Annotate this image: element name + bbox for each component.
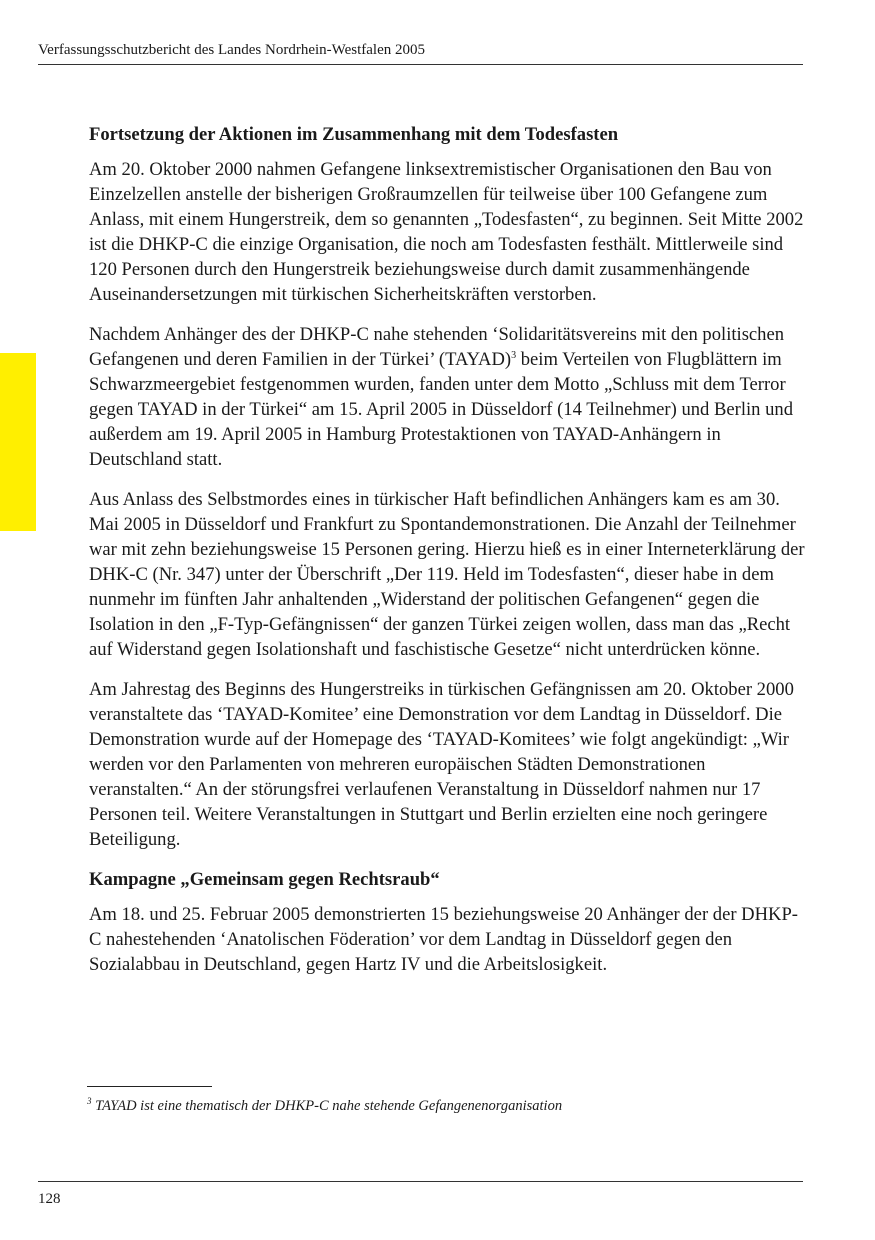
section-heading-kampagne: Kampagne „Gemeinsam gegen Rechtsraub“ <box>89 869 440 890</box>
paragraph-spontandemonstrationen: Aus Anlass des Selbstmordes eines in türkischer Haft befindlichen Anhängers kam es am 30. Mai 2005 in Düsseldorf und Frankfurt zu Spontandemonstrationen. Die Anzahl der Teilnehmer war mit zehn beziehungsweise 15 Personen gering. Hierzu hieß es in einer Interneterklärung der DHK-C (Nr. 347) unter der Überschrift „Der 119. Held im Todesfasten“, dieser habe in dem nunmehr im fünften Jahr anhaltenden „Widerstand der politischen Gefangenen“ gegen die Isolation in den „F-Typ-Gefängnissen“ der ganzen Türkei zeigen wollen, dass man das „Recht auf Widerstand gegen Isolationshaft und faschistische Gesetze“ nicht unterdrücken könne. <box>89 489 805 660</box>
paragraph-tayad-text-a: Nachdem Anhänger des der DHKP-C nahe stehenden ‘Solidaritätsvereins mit den politischen Gefangenen und deren Familien in der Türkei’ (TAYAD) <box>89 324 785 370</box>
footnote-divider <box>87 1086 212 1087</box>
page-number: 128 <box>38 1191 61 1207</box>
footer-divider <box>38 1181 803 1182</box>
paragraph-anatolische-foederation: Am 18. und 25. Februar 2005 demonstrierten 15 beziehungsweise 20 Anhänger der der DHKP-C nahestehenden ‘Anatolischen Föderation’ vor dem Landtag in Düsseldorf gegen den Sozialabbau in Deutschland, gegen Hartz IV und die Arbeitslosigkeit. <box>89 904 798 975</box>
chapter-marker-tab <box>0 353 36 531</box>
running-header <box>38 40 803 65</box>
paragraph-tayad <box>89 322 805 472</box>
footnote-reference[interactable]: 3 <box>511 349 517 361</box>
section-heading-todesfasten: Fortsetzung der Aktionen im Zusammenhang mit dem Todesfasten <box>89 124 619 145</box>
footnote <box>87 1097 803 1115</box>
main-content <box>89 122 805 977</box>
footnote-text: TAYAD ist eine thematisch der DHKP-C nahe stehende Gefangenenorganisation <box>91 1098 563 1114</box>
paragraph-jahrestag: Am Jahrestag des Beginns des Hungerstreiks in türkischen Gefängnissen am 20. Oktober 2000 veranstaltete das ‘TAYAD-Komitee’ eine Demonstration vor dem Landtag in Düsseldorf. Die Demonstration wurde auf der Homepage des ‘TAYAD-Komitees’ wie folgt angekündigt: „Wir werden vor den Parlamenten von mehreren europäischen Städten Demonstrationen veranstalten.“ An der störungsfrei verlaufenen Veranstaltung in Düsseldorf nahmen nur 17 Personen teil. Weitere Veranstaltungen in Stuttgart und Berlin erzielten eine noch geringere Beteiligung. <box>89 679 794 850</box>
paragraph-hungerstreik: Am 20. Oktober 2000 nahmen Gefangene linksextremistischer Organisationen den Bau von Einzelzellen anstelle der bisherigen Großraumzellen für teilweise über 100 Gefangene zum Anlass, mit einem Hungerstreik, dem so genannten „Todesfasten“, zu beginnen. Seit Mitte 2002 ist die DHKP-C die einzige Organisation, die noch am Todesfasten festhält. Mittlerweile sind 120 Personen durch den Hungerstreik beziehungsweise durch damit zusammenhängende Auseinandersetzungen mit türkischen Sicherheitskräften verstorben. <box>89 159 804 305</box>
header-title: Verfassungsschutzbericht des Landes Nordrhein-Westfalen 2005 <box>38 42 426 58</box>
footnote-marker: 3 <box>87 1096 92 1107</box>
paragraph-tayad-text-b: beim Verteilen von Flugblättern im Schwarzmeergebiet festgenommen wurden, fanden unter dem Motto „Schluss mit dem Terror gegen TAYAD in der Türkei“ am 15. April 2005 in Düsseldorf (14 Teilnehmer) und Berlin und außerdem am 19. April 2005 in Hamburg Protestaktionen von TAYAD-Anhängern in Deutschland statt. <box>89 349 793 470</box>
